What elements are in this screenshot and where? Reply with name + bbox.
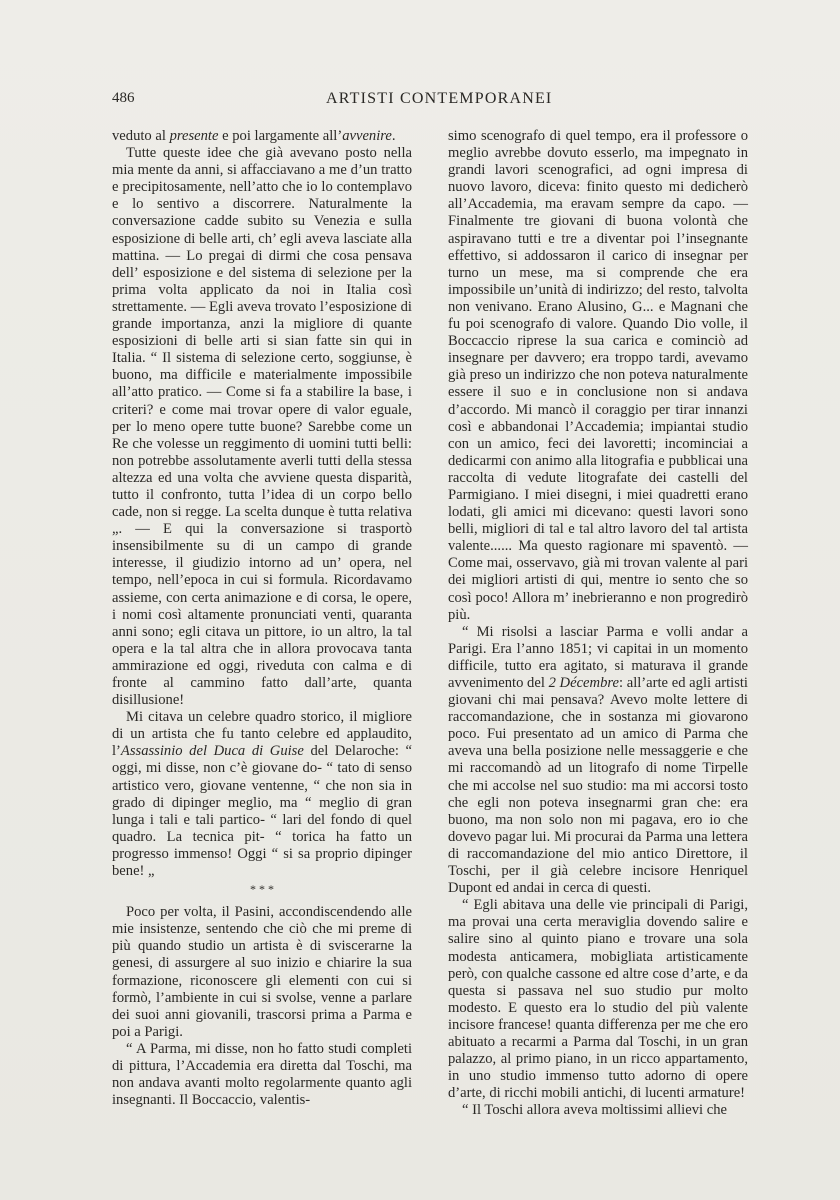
paragraph: “ Egli abitava una delle vie principali di Parigi, ma provai una certa meraviglia dovendo salire e salire sino al quinto piano e trovare una sola modesta anticamera, mobigliata artisticamente però, con qualche cassone ed altre cose d’arte, e da questa si passava nel suo studio pur molto modesto. E questo era lo studio del più valente incisore francese! quanta differenza per me che ero abituato a recarmi a Parma dal Toschi, in un gran palazzo, al primo piano, in un ricco appartamento, in uno studio immenso tutto adorno di opere d’arte, di ricchi mobili antichi, di lucenti armature! xyxy=(448,897,748,1102)
paragraph: Tutte queste idee che già avevano posto nella mia mente da anni, si affacciavano a me d’un tratto e precipitosamente, nell’atto che io lo contemplavo e lo sentivo a discorrere. Naturalmente la conversazione cadde subito su Venezia e sulla esposizione di belle arti, ch’ egli aveva lasciate alla mattina. — Lo pregai di dirmi che cosa pensava dell’ esposizione e del sistema di selezione per la prima volta applicato da noi in Italia così strettamente. — Egli aveva trovato l’esposizione di grande importanza, anzi la migliore di quante esposizioni di belle arti si sian fatte sin qui in Italia. “ Il sistema di selezione certo, soggiunse, è buono, ma difficile e materialmente impossibile all’atto pratico. — Come si fa a stabilire la base, i criteri? e come mai trovar opere di valor eguale, per lo meno opere tutte buone? Sarebbe come un Re che volesse un reggimento di uomini tutti belli: non potrebbe assolutamente averli tutti della stessa altezza ed una volta che avviene questa disparità, tutto il confronto, tutta l’idea di un corpo bello cade, non si regge. La scelta dunque è tutta relativa „. — E qui la conversazione si trasportò insensibilmente su di un campo di grande interesse, il giudizio intorno ad un’ opera, nel tempo, nell’epoca in cui si formula. Ricordavamo assieme, con certa animazione e di corsa, le opere, i nomi così altamente pronunciati venti, quaranta anni sono; egli citava un pittore, io un altro, la tal opera e la tal altra che in allora provocava tanta ammirazione ed oggi, riveduta con calma e di fronte al cammino fatto dall’arte, quanta disillusione! xyxy=(112,145,412,709)
text-run: : all’arte ed agli artisti giovani chi mai pensava? Avevo molte lettere di raccomandazione, che in sostanza mi giovarono poco. Fui presentato ad un amico di Parma che aveva una bella posizione nelle messaggerie e che mi raccomandò ad un litografo di nome Tirpelle che mi accolse nel suo studio: ma mi accorsi tosto che egli non poteva insegnarmi gran che: era buono, ma non solo non mi pagava, ero io che dovevo pagar lui. Mi procurai da Parma una lettera di raccomandazione del mio antico Direttore, il Toschi, per il già celebre incisore Henriquel Dupont ed andai in cerca di questi. xyxy=(448,675,748,897)
paragraph xyxy=(112,709,412,880)
paragraph xyxy=(112,128,412,145)
text-run: del Delaroche: “ oggi, mi disse, non c’è giovane do- “ tato di senso artistico vero, giovane ventenne, “ che non sia in grado di dipinger meglio, ma “ meglio di gran lunga i tali e tali partico- “ lari del fondo di quel quadro. La tecnica pit- “ torica ha fatto un progresso immenso! Oggi “ si sa proprio dipinger bene! „ xyxy=(112,743,412,880)
right-column xyxy=(448,128,748,1119)
text-run: . xyxy=(391,128,396,144)
text-run: “ Mi risolsi a lasciar Parma e volli andar a Parigi. Era l’anno 1851; vi capitai in un momento difficile, tutto era agitato, si maturava il grande avvenimento del xyxy=(448,623,748,691)
page-number: 486 xyxy=(112,90,135,106)
paragraph: “ Il Toschi allora aveva moltissimi allievi che xyxy=(462,1102,727,1119)
section-separator: * * * xyxy=(250,882,274,897)
paragraph: Poco per volta, il Pasini, accondiscendendo alle mie insistenze, sentendo che ciò che mi preme di più quando studio un artista è di sviscerarne la genesi, di assurgere al suo inizio e chiarire la sua formazione, riconoscere gli elementi con cui si formò, l’ambiente in cui si svolse, venne a parlare dei suoi anni giovanili, trascorsi prima a Parma e poi a Parigi. xyxy=(112,904,412,1040)
running-title: ARTISTI CONTEMPORANEI xyxy=(326,90,553,107)
text-run: e poi largamente all’ xyxy=(218,128,343,144)
left-column xyxy=(112,128,412,1109)
italic-text: avvenire xyxy=(342,128,392,144)
text-run: veduto al xyxy=(112,128,170,144)
paragraph xyxy=(448,624,748,898)
paragraph: simo scenografo di quel tempo, era il professore o meglio avrebbe dovuto esserlo, ma impegnato in grandi lavori scenografici, ad ogni impresa di nuovo lavoro, diceva: finito questo mi dedicherò all’Accademia, ma eravam sempre da capo. — Finalmente tre giovani di buona volontà che aspiravano tutti e tre a diventar poi l’insegnante effettivo, si addossaron il carico di insegnar per turno un mese, ma si comprende che era impossibile un’unità di indirizzo; del resto, talvolta non venivano. Erano Alusino, G... e Magnani che fu poi scenografo di valore. Quando Dio volle, il Boccaccio riprese la sua carica e cominciò ad insegnare per davvero; era troppo tardi, avevamo già preso un indirizzo che non poteva naturalmente essere il suo e in conclusione non si andava d’accordo. Mi mancò il coraggio per tirar innanzi così e abbandonai l’Accademia; impiantai studio con un amico, feci dei lavoretti; incominciai a dedicarmi con animo alla litografia e pubblicai una raccolta di vedute litografate dei castelli del Parmigiano. I miei disegni, i miei quadretti erano lodati, gli amici mi dicevano: questi lavori sono belli, migliori di tal e tal altro lavoro del tal artista valente...... Ma questo ragionare mi spaventò. — Come mai, osservavo, già mi trovan valente al pari dei migliori artisti di qui, mentre io sento che so così poco! Allora m’ inebrieranno e non progredirò più. xyxy=(448,128,748,623)
text-run: Mi citava un celebre quadro storico, il migliore di un artista che fu tanto celebre ed applaudito, l’ xyxy=(112,709,412,760)
italic-text: Assassinio del Duca di Guise xyxy=(120,743,304,760)
paragraph: “ A Parma, mi disse, non ho fatto studi completi di pittura, l’Accademia era diretta dal Toschi, ma non andava avanti molto regolarmente quanto agli insegnanti. Il Boccaccio, valentis- xyxy=(112,1040,412,1109)
italic-text: 2 Décembre xyxy=(548,675,619,691)
italic-text: presente xyxy=(169,128,219,144)
